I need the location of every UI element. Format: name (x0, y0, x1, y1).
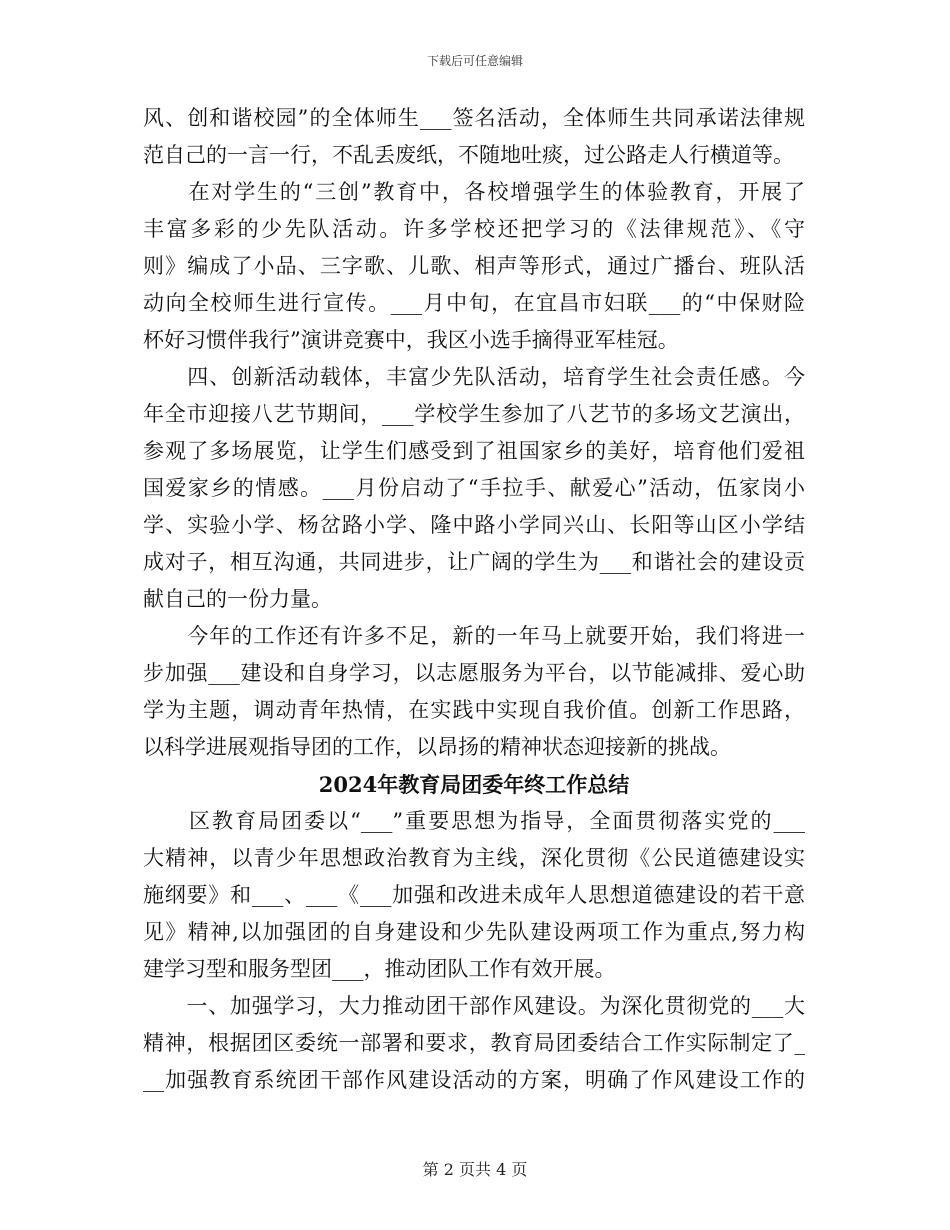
text-line: 建学习型和服务型团___，推动团队工作有效开展。 (143, 957, 616, 981)
text-line: 在对学生的“三创”教育中，各校增强学生的体验教育，开展了 (143, 180, 805, 204)
text-line: 学、实验小学、杨岔路小学、隆中路小学同兴山、长阳等山区小学结 (143, 513, 805, 537)
text-line: 学为主题，调动青年热情，在实践中实现自我价值。创新工作思路， (143, 698, 805, 722)
text-line: 参观了多场展览，让学生们感受到了祖国家乡的美好，培育他们爱祖 (143, 439, 805, 463)
text-line: 步加强___建设和自身学习，以志愿服务为平台，以节能减排、爱心助 (143, 661, 805, 685)
text-line: 成对子，相互沟通，共同进步，让广阔的学生为___和谐社会的建设贡 (143, 550, 805, 574)
text-line: 风、创和谐校园”的全体师生___签名活动，全体师生共同承诺法律规 (143, 106, 805, 130)
page-number: 第 2 页共 4 页 (422, 1160, 528, 1179)
text-line: 范自己的一言一行，不乱丢废纸，不随地吐痰，过公路走人行横道等。 (143, 143, 794, 167)
text-line: 丰富多彩的少先队活动。许多学校还把学习的《法律规范》、《守 (143, 217, 805, 241)
text-line: 年全市迎接八艺节期间，___学校学生参加了八艺节的多场文艺演出， (143, 402, 805, 426)
text-line: 则》编成了小品、三字歌、儿歌、相声等形式，通过广播台、班队活 (143, 254, 805, 278)
text-line: 一、加强学习，大力推动团干部作风建设。为深化贯彻党的___大 (143, 994, 805, 1018)
text-line: 见》精神,以加强团的自身建设和少先队建设两项工作为重点,努力构 (143, 920, 805, 944)
text-line: 四、创新活动载体，丰富少先队活动，培育学生社会责任感。今 (143, 365, 805, 389)
text-line: 今年的工作还有许多不足，新的一年马上就要开始，我们将进一 (143, 624, 805, 648)
text-line: 动向全校师生进行宣传。___月中旬，在宜昌市妇联___的“中保财险 (143, 291, 805, 315)
document-body (143, 100, 805, 1099)
text-line: 以科学进展观指导团的工作，以昂扬的精神状态迎接新的挑战。 (143, 735, 731, 759)
text-line: 献自己的一份力量。 (143, 587, 332, 611)
text-line: 精神，根据团区委统一部署和要求，教育局团委结合工作实际制定了_ (143, 1031, 805, 1055)
text-line: 区教育局团委以“___”重要思想为指导，全面贯彻落实党的___ (143, 809, 805, 833)
section-title: 2024年教育局团委年终工作总结 (318, 772, 630, 797)
text-line: 国爱家乡的情感。___月份启动了“手拉手、献爱心”活动，伍家岗小 (143, 476, 805, 500)
text-line: 杯好习惯伴我行”演讲竞赛中，我区小选手摘得亚军桂冠。 (143, 328, 679, 352)
text-line: __加强教育系统团干部作风建设活动的方案，明确了作风建设工作的 (143, 1068, 805, 1092)
text-line: 大精神，以青少年思想政治教育为主线，深化贯彻《公民道德建设实 (143, 846, 805, 870)
text-line: 施纲要》和___、___《___加强和改进未成年人思想道德建设的若干意 (143, 883, 805, 907)
page-header: 下载后可任意编辑 (426, 54, 523, 68)
